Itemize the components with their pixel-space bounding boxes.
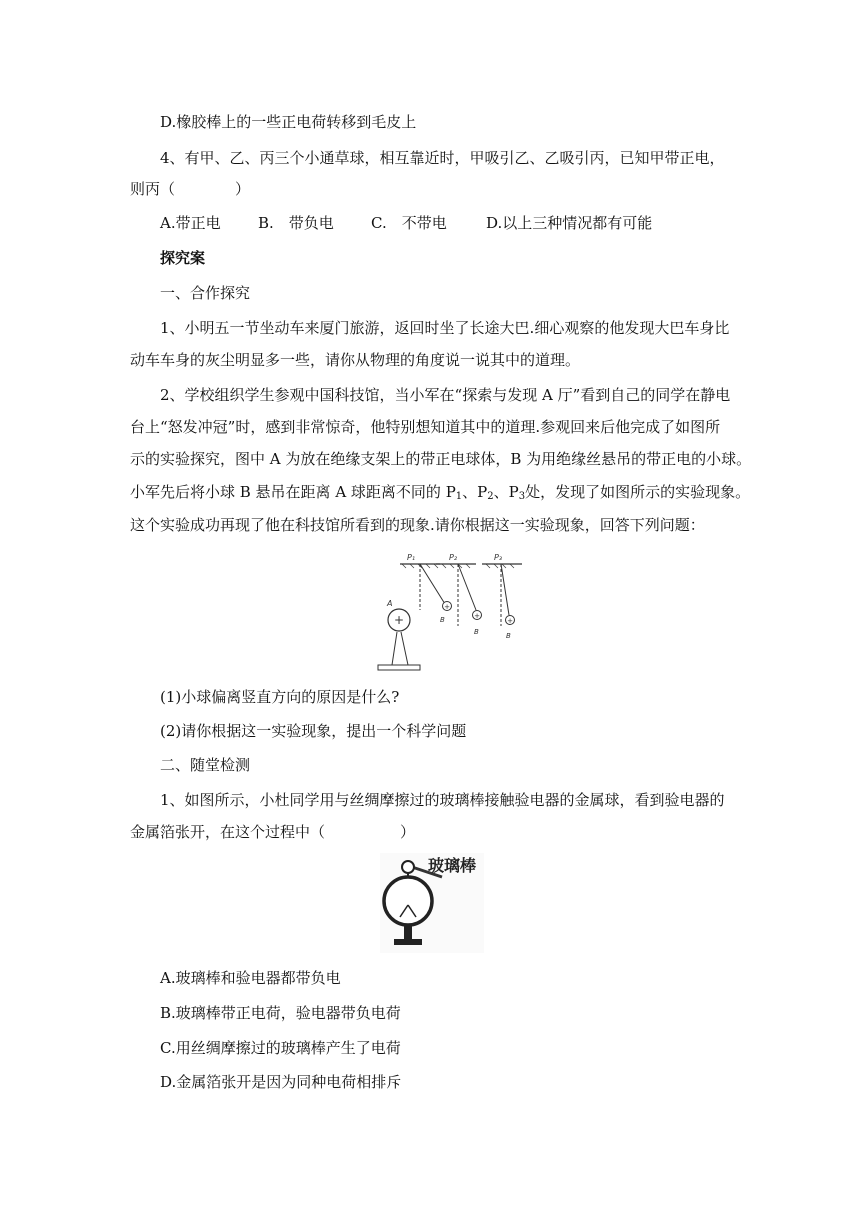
label-b3: B <box>506 632 511 640</box>
label-b1: B <box>440 616 445 624</box>
t1-line1: 1、如图所示，小杜同学用与丝绸摩擦过的玻璃棒接触验电器的金属球，看到验电器的 <box>160 791 725 809</box>
part1-title: 一、合作探究 <box>160 284 251 302</box>
p2-line3: 示的实验探究，图中 A 为放在绝缘支架上的带正电球体，B 为用绝缘丝悬吊的带正电的小球。 <box>130 450 752 468</box>
label-a: A <box>387 599 393 608</box>
sub-question-1: (1)小球偏离竖直方向的原因是什么? <box>160 688 400 706</box>
p2-line2: 台上“怒发冲冠”时，感到非常惊奇，他特别想知道其中的道理.参观回来后他完成了如图所 <box>130 418 721 436</box>
q4-line2: 则丙（ ） <box>130 180 251 198</box>
t1-line2: 金属箔张开，在这个过程中（ ） <box>130 823 416 841</box>
q4-option-d: D.以上三种情况都有可能 <box>486 214 653 232</box>
q4-option-b: B. 带负电 <box>258 214 334 232</box>
ball-b1-plus: + <box>444 603 450 611</box>
prev-option-d: D.橡胶棒上的一些正电荷转移到毛皮上 <box>160 113 417 131</box>
q4-line1: 4、有甲、乙、丙三个小通草球，相互靠近时，甲吸引乙、乙吸引丙，已知甲带正电， <box>160 149 725 167</box>
sub-question-2: (2)请你根据这一实验现象，提出一个科学问题 <box>160 722 467 740</box>
label-p1: P₁ <box>407 553 416 562</box>
q4-option-c: C. 不带电 <box>371 214 447 232</box>
p2-line4: 小军先后将小球 B 悬吊在距离 A 球距离不同的 $P_1$、$P_2$、$P_3$处，发现了如图所示的实验现象。 <box>130 483 751 502</box>
charged-sphere-figure <box>370 548 540 674</box>
ball-b2-plus: + <box>474 612 480 620</box>
glass-rod-label: 玻璃棒 <box>428 856 477 875</box>
p2-line5: 这个实验成功再现了他在科技馆所看到的现象.请你根据这一实验现象，回答下列问题： <box>130 516 705 534</box>
t1-option-c: C.用丝绸摩擦过的玻璃棒产生了电荷 <box>160 1039 401 1057</box>
sphere-a-plus: + <box>393 613 405 627</box>
p1-line2: 动车车身的灰尘明显多一些，请你从物理的角度说一说其中的道理。 <box>130 351 581 369</box>
p2-line1: 2、学校组织学生参观中国科技馆，当小军在“探索与发现 A 厅”看到自己的同学在静电 <box>160 386 731 404</box>
t1-option-d: D.金属箔张开是因为同种电荷相排斥 <box>160 1073 402 1091</box>
t1-option-a: A.玻璃棒和验电器都带负电 <box>160 969 341 987</box>
section-title: 探究案 <box>160 249 206 267</box>
label-b2: B <box>474 628 479 636</box>
part2-title: 二、随堂检测 <box>160 756 251 774</box>
t1-option-b: B.玻璃棒带正电荷，验电器带负电荷 <box>160 1004 401 1022</box>
label-p2: P₂ <box>449 553 458 562</box>
q4-option-a: A.带正电 <box>160 214 221 232</box>
electroscope-figure <box>380 853 484 953</box>
label-p3: P₃ <box>494 553 503 562</box>
p1-line1: 1、小明五一节坐动车来厦门旅游，返回时坐了长途大巴.细心观察的他发现大巴车身比 <box>160 319 730 337</box>
ball-b3-plus: + <box>507 617 513 625</box>
